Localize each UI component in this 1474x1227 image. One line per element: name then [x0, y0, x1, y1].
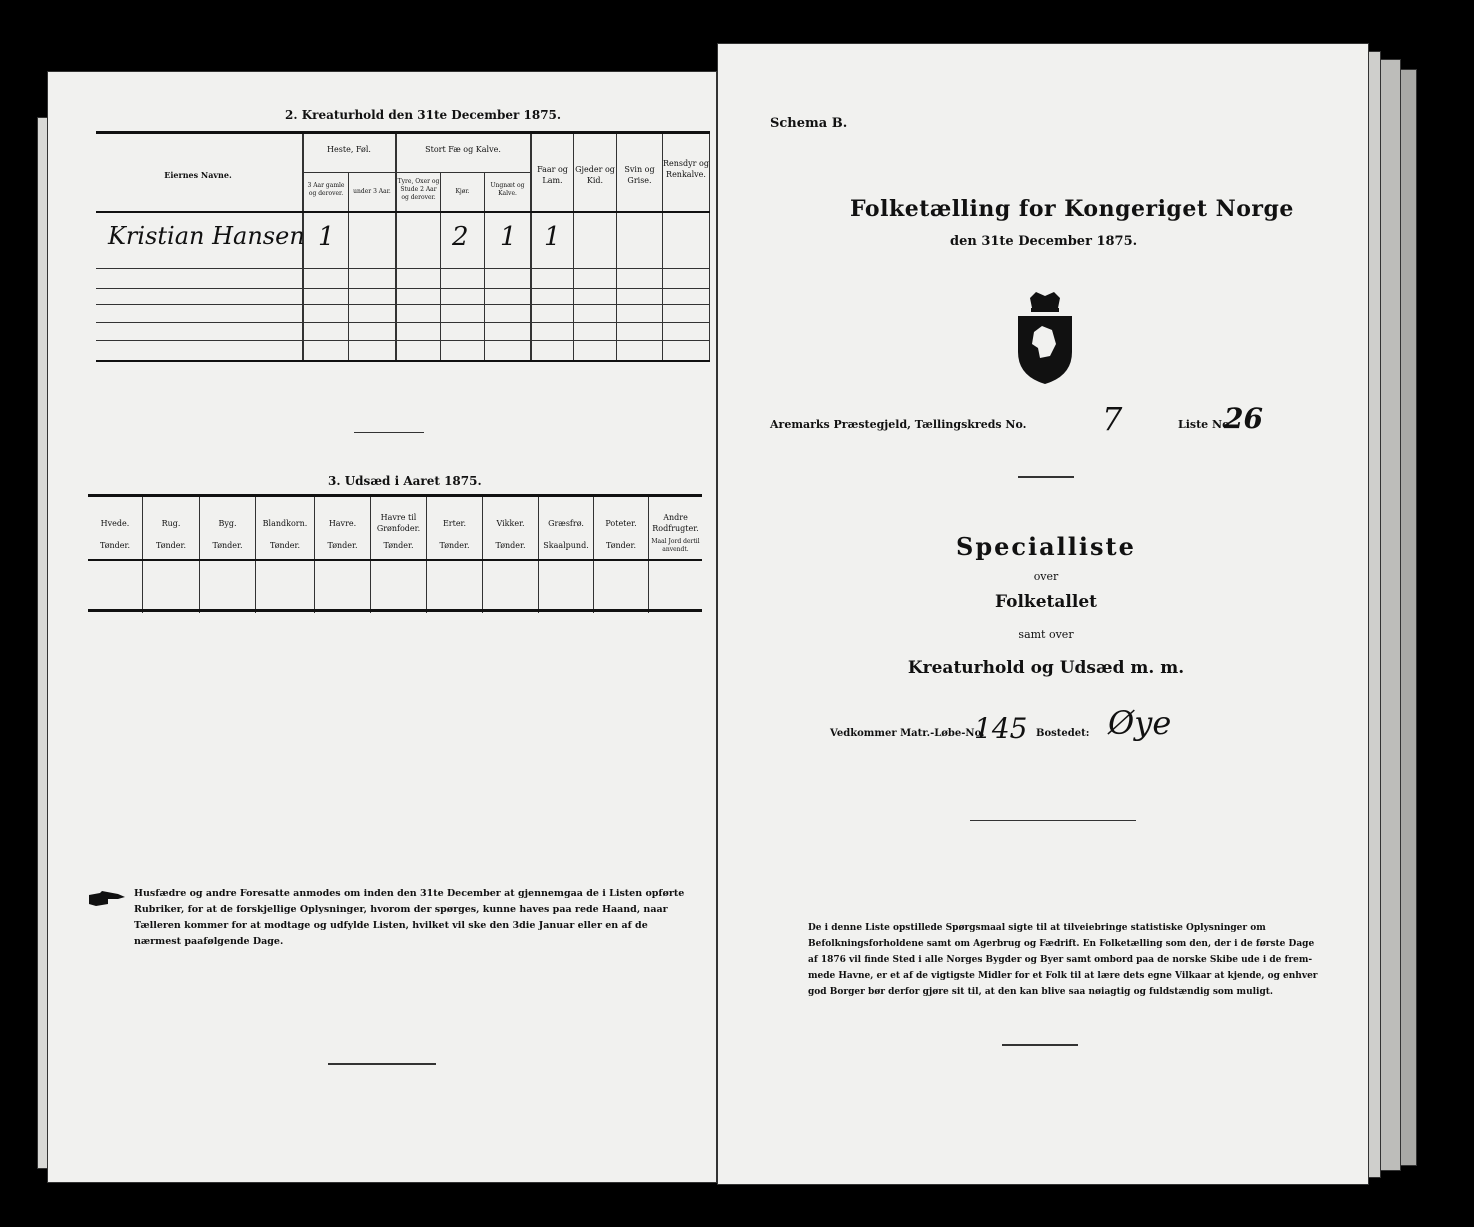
section-divider	[354, 432, 424, 433]
seed-col-header: Hvede.	[100, 519, 130, 528]
seed-col-unit: Skaalpund.	[543, 541, 589, 550]
district-no-entry: 7	[1102, 400, 1123, 438]
right-page	[718, 44, 1368, 1184]
owner-name-header: Eiernes Navne.	[164, 170, 232, 180]
notice-line: Rubriker, for at de forskjellige Oplysninger, hvorom der spørges, kunne haves paa rede Haand, naar	[134, 904, 668, 915]
matr-no-entry: 145	[974, 712, 1028, 745]
table-top-rule	[96, 131, 710, 134]
list-no-entry: 26	[1224, 402, 1263, 435]
samt-over-label: samt over	[1018, 628, 1074, 641]
seed-col-unit: Tønder.	[212, 541, 243, 550]
right-notice	[808, 920, 1328, 1000]
seed-col-unit: Tønder.	[495, 541, 526, 550]
page-stack-edge	[1378, 60, 1400, 1170]
seed-col-header: Havre til Grønfoder.	[376, 513, 421, 533]
seed-col-unit: Tønder.	[605, 541, 637, 550]
young-cattle-header: Ungnæt og Kalve.	[490, 182, 525, 197]
goats-header: Gjeder og Kid.	[575, 165, 615, 185]
cows-entry: 2	[452, 222, 469, 252]
census-date: den 31te December 1875.	[950, 234, 1138, 249]
notice-line: af 1876 vil finde Sted i alle Norges Bygder og Byer samt ombord paa de norske Skibe ude i de frem-	[808, 955, 1313, 965]
divider	[1018, 476, 1074, 478]
seed-col-unit: Tønder.	[439, 541, 470, 550]
cattle-group-header: Stort Fæ og Kalve.	[425, 145, 501, 154]
notice-line: Tælleren kommer for at modtage og udfylde Listen, hvilket vil ske den 3die Januar eller en af de	[134, 920, 648, 931]
over-label: over	[1033, 570, 1059, 583]
seed-heading: 3. Udsæd i Aaret 1875.	[328, 474, 482, 488]
bottom-divider	[328, 1063, 436, 1065]
kreaturhold-heading: Kreaturhold og Udsæd m. m.	[907, 658, 1185, 678]
seed-col-header: Erter.	[442, 519, 467, 528]
owner-name-entry: Kristian Hansen	[108, 222, 305, 250]
matr-label: Vedkommer Matr.-Løbe-No.	[830, 728, 985, 739]
folketallet-label: Folketallet	[995, 592, 1097, 612]
seed-col-unit: Tønder.	[269, 541, 301, 550]
page-stack-edge	[1398, 70, 1416, 1165]
seed-col-header: Poteter.	[605, 519, 637, 528]
horse-group-header: Heste, Føl.	[327, 145, 371, 154]
pigs-header: Svin og Grise.	[624, 165, 655, 185]
bottom-divider	[1002, 1044, 1078, 1046]
horse-old-header: 3 Aar gamle og derover.	[307, 182, 345, 197]
left-notice	[134, 886, 694, 950]
sheep-header: Faar og Lam.	[537, 165, 568, 185]
pointing-hand-icon	[88, 890, 126, 912]
young-cattle-entry: 1	[500, 222, 517, 252]
sheep-entry: 1	[544, 222, 561, 252]
seed-col-header: Græsfrø.	[548, 519, 584, 528]
list-no-label: Liste No.	[1178, 418, 1234, 431]
bosted-label: Bostedet:	[1036, 728, 1090, 739]
coat-of-arms-icon	[1012, 292, 1078, 390]
livestock-heading: 2. Kreaturhold den 31te December 1875.	[285, 108, 562, 122]
seed-col-unit: Tønder.	[383, 541, 414, 550]
seed-col-header: Byg.	[218, 519, 237, 528]
horse-young-header: under 3 Aar.	[353, 188, 391, 195]
seed-table-top-rule	[88, 494, 702, 497]
divider	[970, 820, 1136, 821]
seed-col-header: Vikker.	[496, 519, 525, 528]
left-page	[48, 72, 716, 1182]
schema-label: Schema B.	[770, 116, 848, 131]
notice-line: god Borger bør derfor gjøre sit til, at den kan blive saa nøiagtig og fuldstændig som muligt.	[808, 987, 1274, 997]
notice-line: mede Havne, er et af de vigtigste Midler for et Folk til at lære dets egne Vilkaar at kjende, og enhver	[808, 971, 1318, 981]
notice-line: Husfædre og andre Foresatte anmodes om inden den 31te December at gjennemgaa de i Listen opførte	[134, 888, 685, 899]
specialliste-heading: Specialliste	[956, 532, 1136, 561]
notice-line: nærmest paafølgende Dage.	[134, 936, 284, 947]
notice-line: Befolkningsforholdene samt om Agerbrug og Fædrift. En Folketælling som den, der i de første Dage	[808, 939, 1315, 949]
seed-col-unit: Maal Jord dertil anvendt.	[651, 538, 700, 553]
notice-line: De i denne Liste opstillede Spørgsmaal sigte til at tilveiebringe statistiske Oplysninger om	[808, 923, 1266, 933]
seed-col-header: Blandkorn.	[262, 519, 308, 528]
seed-col-header: Andre Rodfrugter.	[652, 513, 699, 533]
reindeer-header: Rensdyr og Renkalve.	[663, 159, 709, 179]
seed-col-header: Havre.	[328, 519, 357, 528]
parish-line: Aremarks Præstegjeld, Tællingskreds No.	[770, 418, 1027, 431]
seed-col-unit: Tønder.	[99, 541, 131, 550]
seed-col-unit: Tønder.	[327, 541, 358, 550]
bulls-header: Tyre, Oxer og Stude 2 Aar og derover.	[397, 178, 440, 201]
bosted-entry: Øye	[1108, 704, 1172, 742]
seed-col-header: Rug.	[161, 519, 181, 528]
cows-header: Kjør.	[455, 188, 470, 195]
page-title: Folketælling for Kongeriget Norge	[850, 196, 1294, 222]
horse-old-entry: 1	[318, 222, 335, 252]
seed-col-unit: Tønder.	[155, 541, 187, 550]
